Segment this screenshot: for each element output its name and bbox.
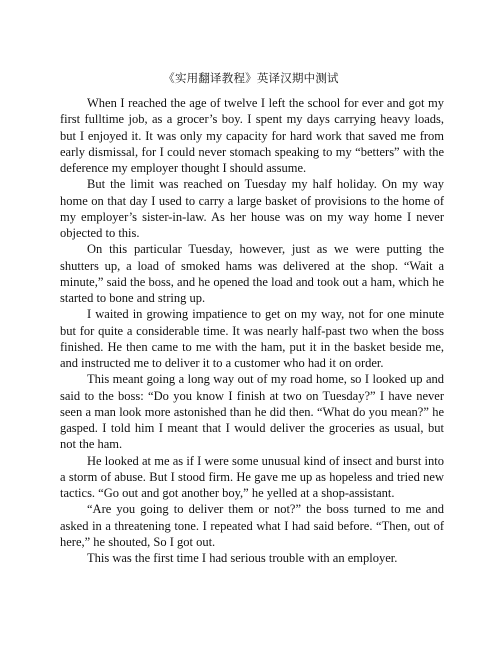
paragraph-6: He looked at me as if I were some unusual kind of insect and burst into a storm of abuse. But I stood firm. He gave me up as hopeless and tried new tactics. “Go out and got another boy,” he yelled at a shop-assistant. [60, 453, 444, 500]
document-title: 《实用翻译教程》英译汉期中测试 [163, 71, 339, 85]
paragraph-4: I waited in growing impatience to get on my way, not for one minute but for quite a considerable time. It was nearly half-past two when the boss finished. He then came to me with the ham, put it in the basket beside me, and instructed me to deliver it to a customer who had it on order. [60, 307, 444, 370]
paragraph-3: On this particular Tuesday, however, just as we were putting the shutters up, a load of smoked hams was delivered at the shop. “Wait a minute,” said the boss, and he opened the load and took out a ham, which he started to bone and string up. [60, 242, 444, 305]
paragraph-1: When I reached the age of twelve I left the school for ever and got my first fulltime job, as a grocer’s boy. I spent my days carrying heavy loads, but I enjoyed it. It was only my capacity for hard work that saved me from early dismissal, for I could never stomach speaking to my “betters” with the deference my employer thought I should assume. [60, 96, 444, 175]
paragraph-2: But the limit was reached on Tuesday my half holiday. On my way home on that day I used to carry a large basket of provisions to the home of my employer’s sister-in-law. As her house was on my way home I never objected to this. [60, 177, 444, 240]
document-body [60, 95, 444, 566]
paragraph-8: This was the first time I had serious trouble with an employer. [87, 551, 398, 565]
paragraph-7: “Are you going to deliver them or not?” the boss turned to me and asked in a threatening tone. I repeated what I had said before. “Then, out of here,” he shouted, So I got out. [60, 502, 444, 549]
paragraph-5: This meant going a long way out of my road home, so I looked up and said to the boss: “Do you know I finish at two on Tuesday?” I have never seen a man look more astonished than he did then. “What do you mean?” he gasped. I told him I meant that I would deliver the groceries as usual, but not the ham. [60, 372, 444, 452]
